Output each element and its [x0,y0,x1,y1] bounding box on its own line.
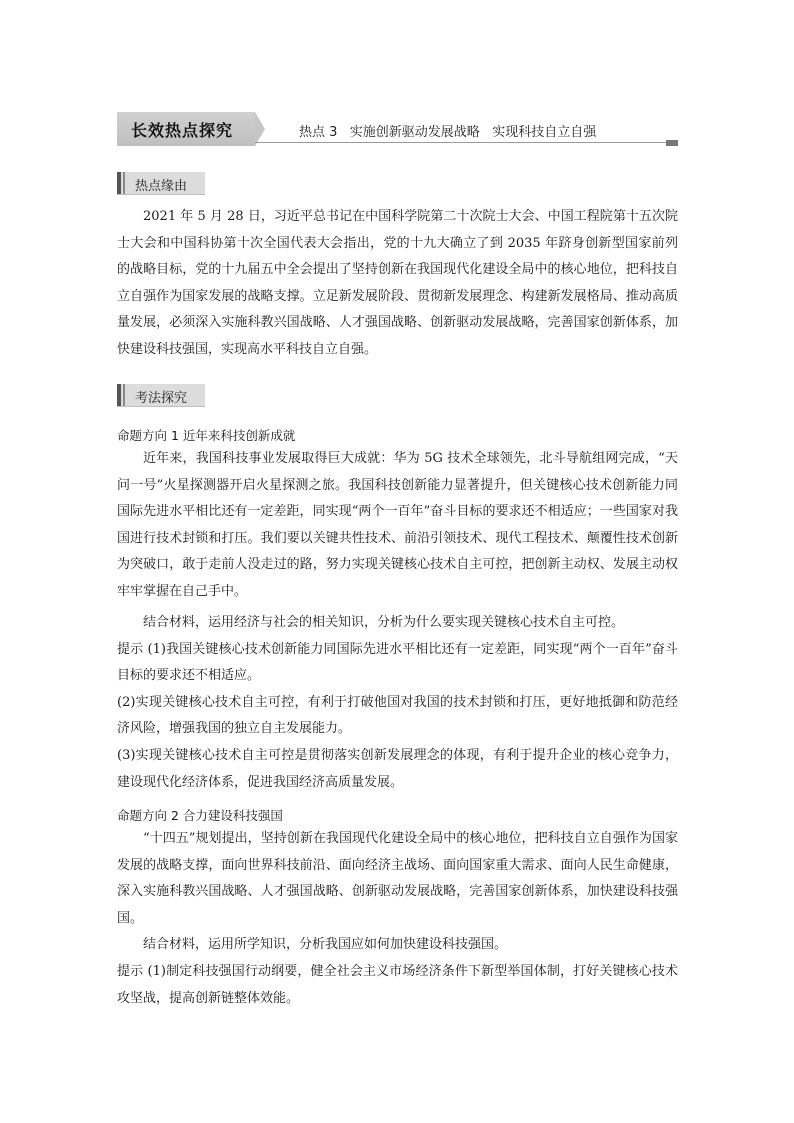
direction1-hint-2: (2)实现关键核心技术自主可控，有利于打破他国对我国的技术封锁和打压，更好地抵御和防范经济风险，增强我国的独立自主发展能力。 [117,694,678,737]
section-bar-icon [123,172,125,194]
direction1-question: 结合材料，运用经济与社会的相关知识，分析为什么要实现关键核心技术自主可控。 [143,615,625,630]
direction1-question-block [117,610,678,796]
banner-tag-label: 长效热点探究 [131,121,234,140]
direction1-hint-1: 提示 (1)我国关键核心技术创新能力同国际先进水平相比还有一定差距，同实现“两个一百年”奋斗目标的要求还不相适应。 [117,641,678,684]
direction1-text-block [117,446,678,606]
banner-rule [255,142,678,143]
direction1-material: 近年来，我国科技事业发展取得巨大成就：华为 5G 技术全球领先，北斗导航组网完成，“天问一号”火星探测器开启火星探测之旅。我国科技创新能力显著提升，但关键核心技术创新能力同国际先进水平相比还有一定差距，同实现“两个一百年”奋斗目标的要求还不相适应；一些国家对我国进行技术封锁和打压。我们要以关键共性技术、前沿引领技术、现代工程技术、颠覆性技术创新为突破口，敢于走前人没走过的路，努力实现关键核心技术自主可控，把创新主动权、发展主动权牢牢掌握在自己手中。 [117,451,678,599]
direction2-question: 结合材料，运用所学知识，分析我国应如何加快建设科技强国。 [143,937,508,953]
section-bar-icon [117,384,121,406]
direction2-material: “十四五”规划提出，坚持创新在我国现代化建设全局中的核心地位，把科技自立自强作为国家发展的战略支撑，面向世界科技前沿、面向经济主战场、面向国家重大需求、面向人民生命健康，深入实施科教兴国战略、人才强国战略、创新驱动发展战略，完善国家创新体系，加快建设科技强国。 [117,831,678,926]
section-banner [117,112,678,146]
banner-tag [117,112,255,146]
section-label-text: 热点缘由 [135,179,188,194]
section-label-explore [117,384,205,407]
banner-end-mark [666,140,678,146]
reason-text-block [117,204,678,364]
section-bar-icon [117,172,121,194]
section-bar-icon [123,384,125,406]
direction2-text-block [117,826,678,1012]
reason-paragraph: 2021 年 5 月 28 日，习近平总书记在中国科学院第二十次院士大会、中国工程院第十五次院士大会和中国科协第十次全国代表大会指出，党的十九大确立了到 2035 年跻身创新型国家前列的战略目标，党的十九届五中全会提出了坚持创新在我国现代化建设全局中的核心地位，把科技自立自强作为国家发展的战略支撑。立足新发展阶段、贯彻新发展理念、构建新发展格局、推动高质量发展，必须深入实施科教兴国战略、人才强国战略、创新驱动发展战略，完善国家创新体系，加快建设科技强国，实现高水平科技自立自强。 [117,209,678,357]
direction1-heading: 命题方向 1 近年来科技创新成就 [117,428,296,443]
section-label-reason [117,172,205,195]
direction1-hint-3: (3)实现关键核心技术自主可控是贯彻落实创新发展理念的体现，有利于提升企业的核心竞争力，建设现代化经济体系，促进我国经济高质量发展。 [117,747,678,790]
direction2-heading: 命题方向 2 合力建设科技强国 [117,808,283,823]
banner-title: 热点 3 实施创新驱动发展战略 实现科技自立自强 [299,125,597,140]
direction2-hint-1: 提示 (1)制定科技强国行动纲要，健全社会主义市场经济条件下新型举国体制，打好关键核心技术攻坚战，提高创新链整体效能。 [117,963,678,1006]
section-label-text: 考法探究 [135,391,188,406]
